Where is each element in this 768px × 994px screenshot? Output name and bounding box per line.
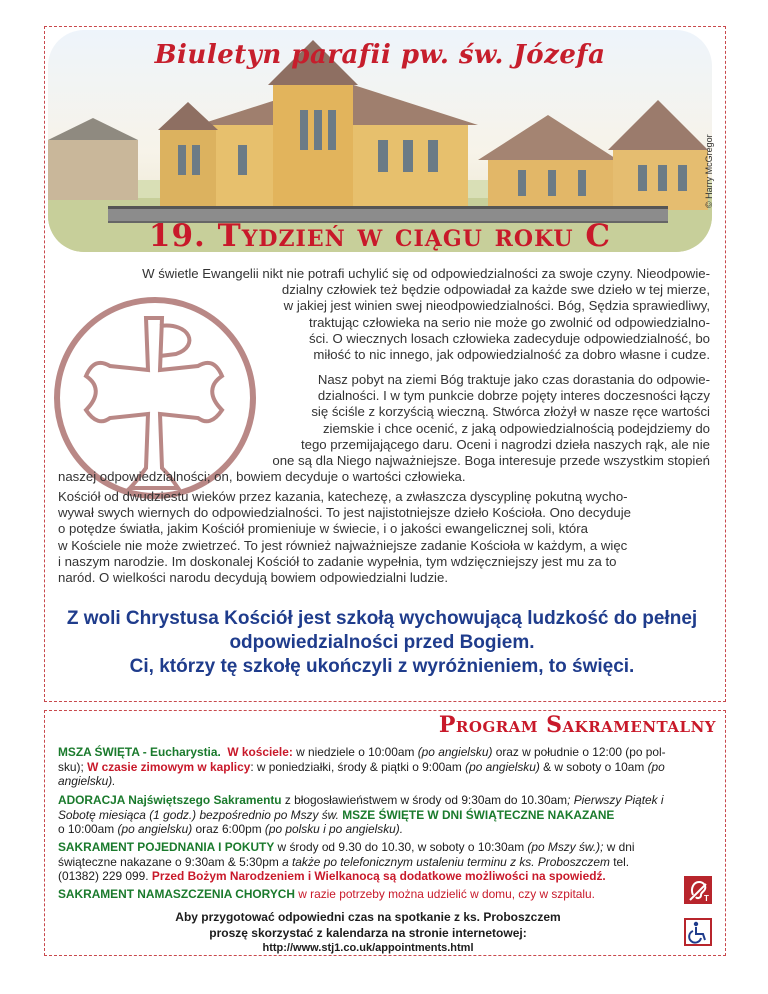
text: ; Pierwszy Piątek i (567, 793, 664, 807)
text-line: o potędze światła, jakim Kościół promieniuje w świecie, i o jakości ewangelicznej soli, która (58, 521, 588, 537)
anointing-label: SAKRAMENT NAMASZCZENIA CHORYCH (58, 887, 295, 901)
image-credit: © Harry McGregor (704, 134, 714, 208)
text: w dni (603, 840, 635, 854)
mass-schedule (58, 745, 710, 789)
text-line: traktując człowieka na serio nie może go zwolnić od odpowiedzialno- (309, 314, 710, 330)
text-line: W świetle Ewangelii nikt nie potrafi uchylić się od odpowiedzialności za swoje czyny. Nieodpowie- (142, 266, 710, 281)
quote-line: odpowiedzialności przed Bogiem. (229, 632, 535, 653)
hearing-loop-icon (684, 876, 712, 904)
mass-church-label: W kościele: (227, 745, 293, 759)
penance-schedule (58, 840, 710, 884)
text-line: naszej odpowiedzialności; on, bowiem decyduje o wartości człowieka. (58, 469, 466, 485)
text: : w poniedziałki, środy & piątki o 9:00am (250, 759, 466, 774)
text-line: wywał swych wiernych do odpowiedzialności. To jest najistotniejsze dzieło Kościoła. Ono decyduje (58, 505, 631, 521)
anointing-schedule (58, 887, 710, 902)
text: (01382) 229 099. (58, 869, 152, 883)
text: tel. (609, 854, 630, 869)
footer-line: proszę skorzystać z kalendarza na stronie internetowej: (209, 925, 527, 940)
text-line: Nasz pobyt na ziemi Bóg traktuje jako czas dorastania do odpowie- (317, 372, 710, 387)
adoration-schedule (58, 793, 710, 837)
text: (po Mszy św.); (527, 840, 604, 854)
text: (po angielsku) (117, 822, 193, 836)
confession-note: Przed Bożym Narodzeniem i Wielkanocą są dodatkowe możliwości na spowiedź. (151, 869, 606, 883)
reflection-paragraph-3 (58, 489, 710, 586)
text-line: ziemskie i chce ocenić, z jaką odpowiedzialnością podejdziemy do (322, 420, 710, 436)
text-line: w Kościele nie może zwietrzeć. To jest również najważniejsze zadanie Kościoła w każdym, a więc (58, 537, 628, 553)
penance-label: SAKRAMENT POJEDNANIA I POKUTY (58, 840, 275, 854)
svg-text:T: T (704, 894, 709, 903)
bulletin-title: Biuletyn parafii pw. św. Józefa (154, 40, 606, 70)
program-title: Program Sakramentalny (438, 712, 716, 738)
text: w niedziele o 10:00am (292, 745, 418, 759)
text: (po (647, 759, 665, 774)
text-line: naród. O wielkości narodu decydują bowiem odpowiedzialni ludzie. (58, 570, 448, 586)
text: (po angielsku) (417, 745, 493, 759)
text: (po angielsku) (465, 759, 540, 774)
quote-line: Z woli Chrystusa Kościół jest szkołą wychowującą ludzkość do pełnej (66, 608, 698, 629)
text: świąteczne nakazane o 9:30am & 5:30pm (58, 854, 283, 869)
text-line: dzialności. I w tym punkcie dobrze pojęty interes doczesności łączy (317, 388, 710, 404)
text-line: tego przemijającego daru. Oceni i nagrodzi dzieła naszych rąk, ale nie (300, 436, 710, 452)
text: w środy od 9.30 do 10.30, w soboty o 10:30am (274, 840, 528, 854)
mass-label: MSZA ŚWIĘTA - Eucharystia. (58, 745, 221, 759)
text: (po polsku i po angielsku). (264, 822, 404, 836)
text: oraz 6:00pm (192, 822, 265, 836)
reflection-paragraph-2 (58, 372, 710, 485)
text-line: miłość to nic innego, jak odpowiedzialność za dobro własne i cudze. (313, 347, 710, 363)
highlight-quote (48, 607, 716, 679)
footer-line: Aby przygotować odpowiedni czas na spotkanie z ks. Proboszczem (175, 910, 561, 924)
text: o 10:00am (58, 822, 118, 836)
text-line: Kościół od dwudziestu wieków przez kazania, katechezę, a zwłaszcza dyscyplinę pokutną wycho- (58, 489, 628, 504)
text: oraz w południe o 12:00 (po pol- (492, 745, 666, 759)
week-title: 19. Tydzień w ciągu roku C (148, 218, 612, 254)
text-line: ści. O wiecznych losach człowieka zadecyduje odpowiedzialność, bo (309, 330, 710, 346)
text-line: się ściśle z korzyścią wieczną. Stwórca złożył w nasze ręce wartości (311, 404, 710, 420)
text-line: one są dla Niego najważniejsze. Boga interesuje przede wszystkim stopień (272, 453, 710, 469)
text: Sobotę miesiąca (1 godz.) bezpośrednio po Mszy św. (58, 807, 343, 822)
text: a także po telefonicznym ustaleniu terminu z ks. Proboszczem (282, 854, 610, 869)
text-line: w jakiej jest winien swej nieodpowiedzialności. Bóg, Sędzia sprawiedliwy, (283, 298, 710, 314)
text: & w soboty o 10am (539, 759, 648, 774)
holy-days-label: MSZE ŚWIĘTE W DNI ŚWIĄTECZNE NAKAZANE (342, 807, 615, 822)
reflection-paragraph-1 (58, 266, 710, 363)
quote-line: Ci, którzy tę szkołę ukończyli z wyróżnieniem, to święci. (129, 656, 635, 677)
text-line: i naszym narodzie. Im doskonalej Kościół to zadanie wypełnia, tym wdzięczniejszy jest mu za to (58, 553, 617, 569)
text: sku); (58, 759, 88, 774)
text: angielsku). (58, 774, 116, 788)
appointment-footer (58, 910, 678, 957)
adoration-label: ADORACJA Najświętszego Sakramentu (58, 793, 282, 807)
text: z błogosławieństwem w środy od 9:30am do 10.30am (281, 793, 568, 807)
appointments-link[interactable]: http://www.stj1.co.uk/appointments.html (262, 942, 474, 954)
text-line: dzialny człowiek też będzie odpowiadał za każde swe dzieło w tej mierze, (281, 282, 710, 298)
wheelchair-icon (684, 918, 712, 946)
mass-chapel-label: W czasie zimowym w kaplicy (87, 759, 251, 774)
text: w razie potrzeby można udzielić w domu, czy w szpitalu. (294, 887, 595, 901)
